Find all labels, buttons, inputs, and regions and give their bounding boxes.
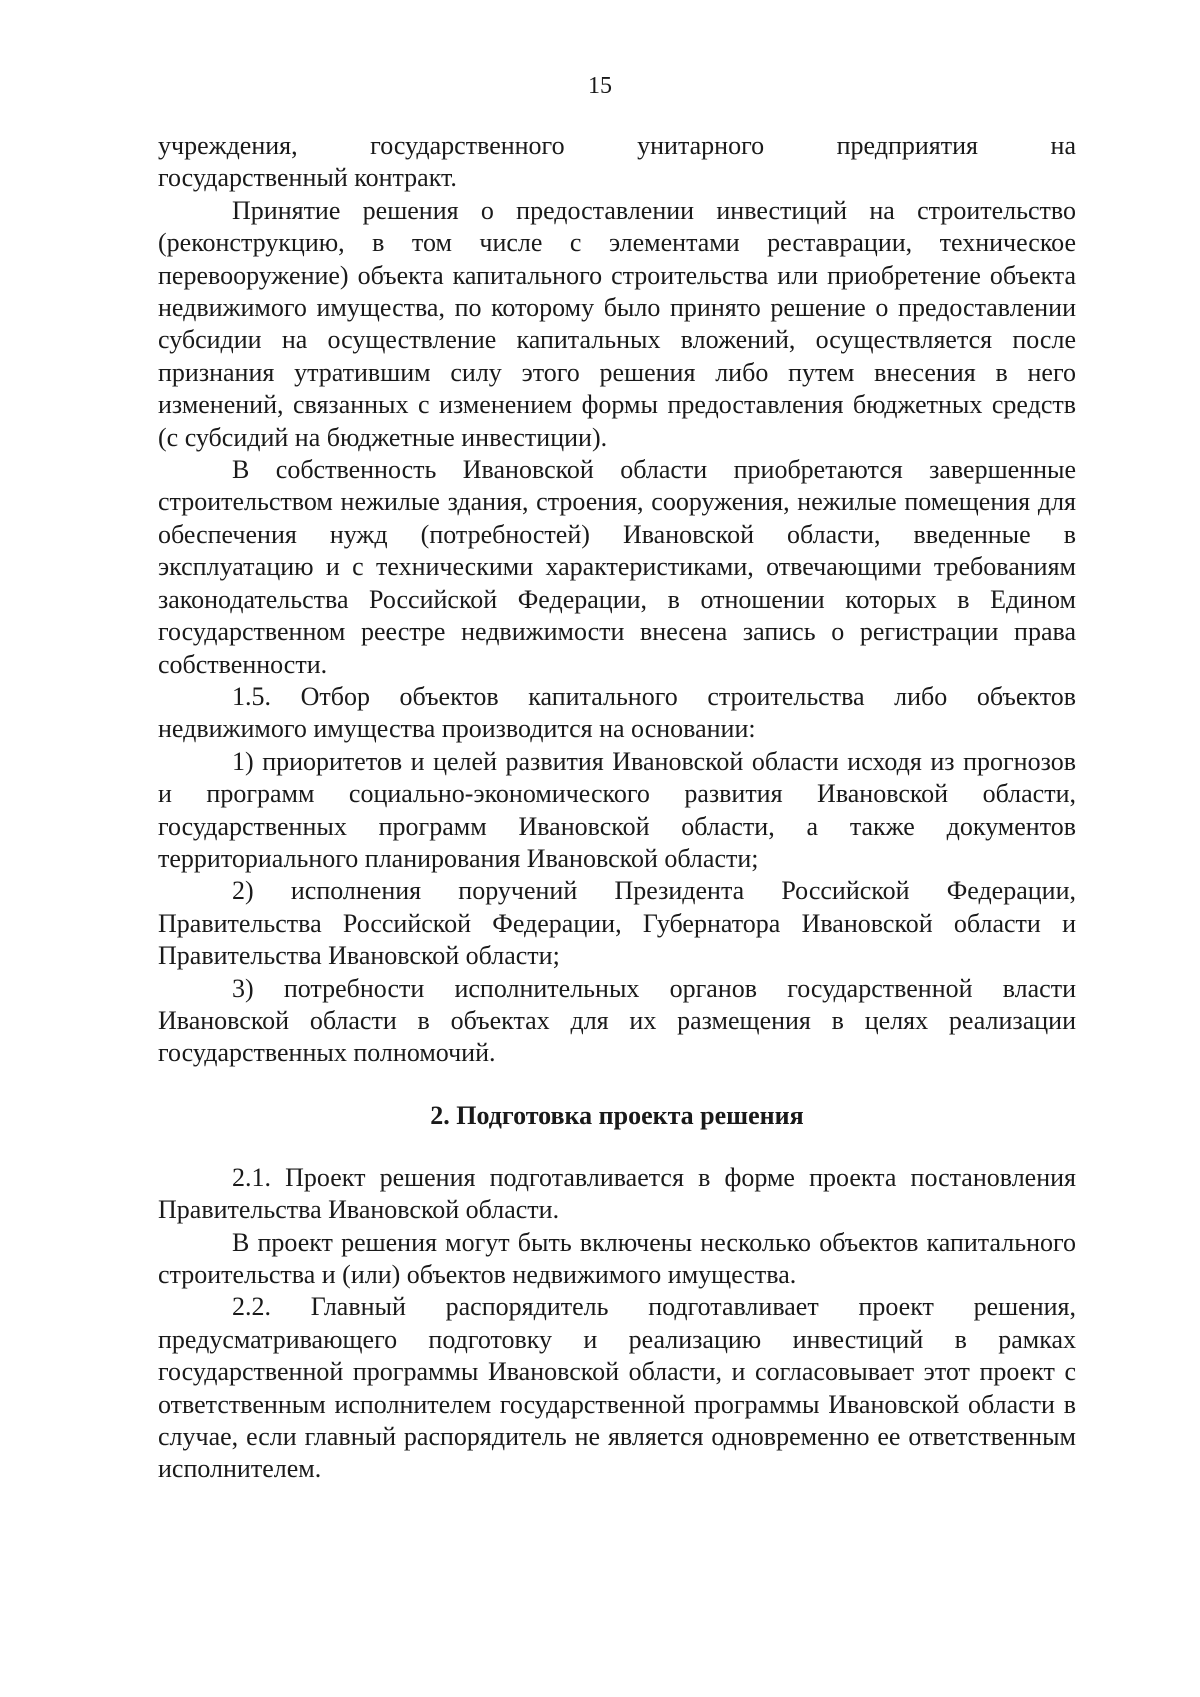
list-item-instructions: 2) исполнения поручений Президента Российской Федерации, Правительства Российской Федерации, Губернатора Ивановской области и Правительства Ивановской области; [158,876,1076,971]
page-number: 15 [588,73,612,99]
paragraph-draft-form: 2.1. Проект решения подготавливается в форме проекта постановления Правительства Ивановской области. [158,1162,1076,1225]
paragraph-property-acquisition: В собственность Ивановской области приобретаются завершенные строительством нежилые здания, строения, сооружения, нежилые помещения для обеспечения нужд (потребностей) Ивановской области, введенные в эксплуатацию и с техническими характеристиками, отвечающими требованиям законодательства Российской Федерации, в отношении которых в Едином государственном реестре недвижимости внесена запись о регистрации права собственности. [158,455,1076,679]
section-heading: 2. Подготовка проекта решения [430,1100,804,1130]
paragraph-continuation: государственный контракт. [158,163,457,193]
list-item-priorities: 1) приоритетов и целей развития Ивановской области исходя из прогнозов и программ социально-экономического развития Ивановской области, государственных программ Ивановской области, а также документов территориального планирования Ивановской области; [158,746,1076,873]
paragraph-continuation-line: учреждения, государственного унитарного предприятия на [158,131,1076,160]
paragraph-chief-administrator: 2.2. Главный распорядитель подготавливает проект решения, предусматривающего подготовку и реализацию инвестиций в рамках государственной программы Ивановской области, и согласовывает этот проект с ответственным исполнителем государственной программы Ивановской области в случае, если главный распорядитель не является одновременно ее ответственным исполнителем. [158,1292,1076,1484]
paragraph-investment-decision: Принятие решения о предоставлении инвестиций на строительство (реконструкцию, в том числе с элементами реставрации, техническое перевооружение) объекта капитального строительства или приобретение объекта недвижимого имущества, по которому было принято решение о предоставлении субсидии на осуществление капитальных вложений, осуществляется после признания утратившим силу этого решения либо путем внесения в него изменений, связанных с изменением формы предоставления бюджетных средств (с субсидий на бюджетные инвестиции). [158,195,1076,452]
list-item-needs: 3) потребности исполнительных органов государственной власти Ивановской области в объектах для их размещения в целях реализации государственных полномочий. [158,973,1076,1068]
document-body [158,130,1076,1486]
paragraph-selection-basis: 1.5. Отбор объектов капитального строительства либо объектов недвижимого имущества производится на основании: [158,681,1076,744]
paragraph-draft-objects: В проект решения могут быть включены несколько объектов капитального строительства и (или) объектов недвижимого имущества. [158,1227,1076,1289]
